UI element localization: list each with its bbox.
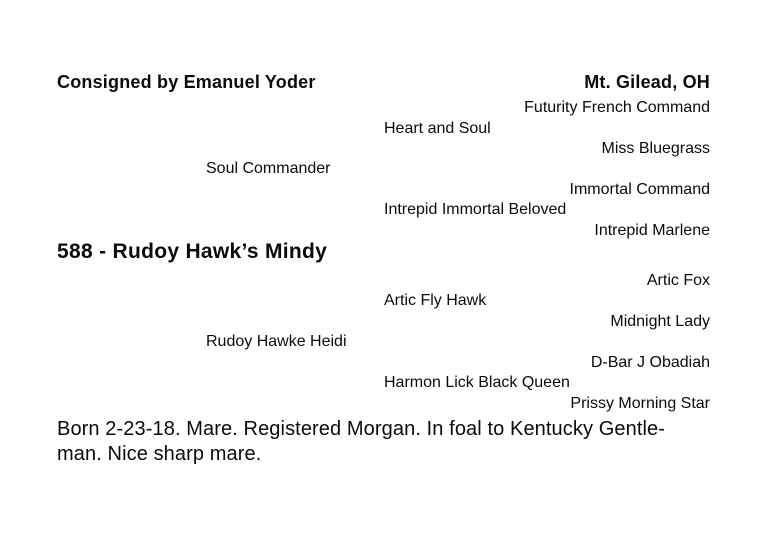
pedigree-sire-grandsire-dam: Miss Bluegrass (601, 140, 710, 157)
pedigree-sire-grandsire: Heart and Soul (384, 120, 491, 137)
pedigree-dam-granddam: Harmon Lick Black Queen (384, 374, 570, 391)
pedigree-dam-granddam-dam: Prissy Morning Star (570, 395, 710, 412)
pedigree-dam-grandsire: Artic Fly Hawk (384, 292, 487, 309)
pedigree-dam-grandsire-dam: Midnight Lady (610, 313, 710, 330)
notes-line-1: Born 2-23-18. Mare. Registered Morgan. In foal to Kentucky Gentle- (57, 418, 666, 440)
pedigree-sire-granddam-sire: Immortal Command (569, 181, 710, 198)
pedigree-sire: Soul Commander (206, 160, 331, 177)
notes-line-2: man. Nice sharp mare. (57, 443, 262, 465)
entry-title: 588 - Rudoy Hawk’s Mindy (57, 240, 328, 263)
pedigree-sire-granddam-dam: Intrepid Marlene (594, 222, 710, 239)
consignor-location: Mt. Gilead, OH (584, 72, 710, 92)
pedigree-dam-granddam-sire: D-Bar J Obadiah (590, 354, 710, 371)
entry-notes (57, 417, 712, 467)
pedigree-sire-grandsire-sire: Futurity French Command (524, 99, 710, 116)
pedigree-dam: Rudoy Hawke Heidi (206, 333, 347, 350)
consignor-name: Consigned by Emanuel Yoder (57, 72, 316, 92)
pedigree-sire-granddam: Intrepid Immortal Beloved (384, 201, 567, 218)
pedigree-dam-grandsire-sire: Artic Fox (646, 272, 710, 289)
